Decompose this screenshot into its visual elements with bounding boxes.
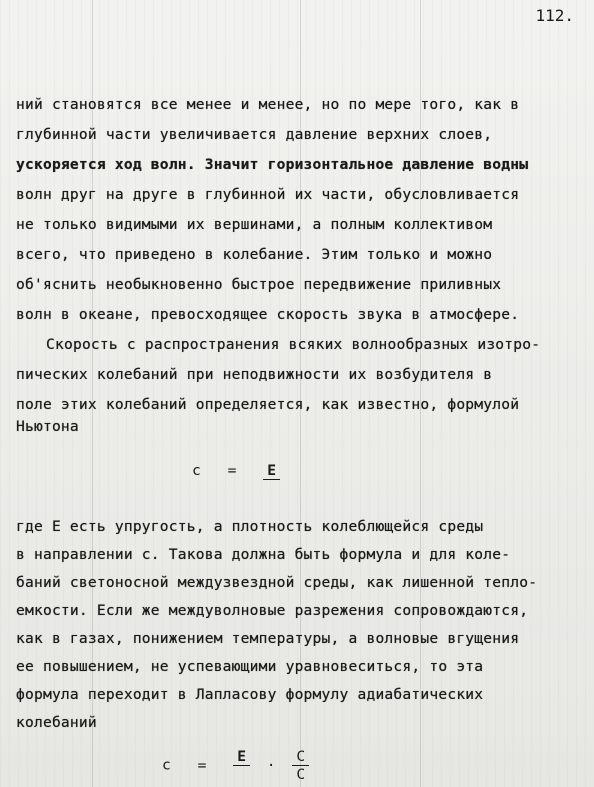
formula-equals: = [197,756,207,774]
formula-lhs: c [192,462,201,479]
newton-formula [192,462,280,480]
text-line: ний становятся все менее и менее, но по мере того, как в [16,96,520,113]
text-line: об'яснить необыкновенно быстрое передвижение приливных [16,276,502,293]
formula-numerator: E [263,462,280,480]
formula-fraction [233,748,250,783]
text-line: Скорость с распространения всяких волнообразных изотро- [46,336,541,353]
text-line: баний светоносной междузвездной среды, как лишенной тепло- [16,574,538,591]
text-line: волн в океане, превосходящее скорость звука в атмосфере. [16,306,520,323]
formula-lhs: c [162,756,171,774]
text-line: в направлении c. Такова должна быть формула и для коле- [16,546,511,563]
page-number: 112. [535,6,574,25]
formula-multiply: · [266,756,276,774]
formula-numerator: E [233,748,250,766]
text-line: колебаний [16,714,97,731]
formula-fraction-ratio [292,748,309,783]
formula-denominator: C [296,766,306,783]
text-line: Ньютона [16,418,79,435]
text-line: ускоряется ход волн. Значит горизонтальное давление водны [16,156,529,173]
text-line: где E есть упругость, а плотность колеблющейся среды [16,518,484,535]
text-line: как в газах, понижением температуры, а волновые вгущения [16,630,520,647]
formula-denominator [233,766,250,783]
text-line: всего, что приведено в колебание. Этим только и можно [16,246,493,263]
text-line: глубинной части увеличивается давление верхних слоев, [16,126,493,143]
text-line: емкости. Если же междуволновые разрежения сопровождаются, [16,602,529,619]
text-line: волн друг на друге в глубинной их части, обусловливается [16,186,520,203]
formula-equals: = [227,462,237,479]
formula-numerator: C [292,748,309,766]
text-line: поле этих колебаний определяется, как известно, формулой [16,396,520,413]
formula-fraction [263,462,280,480]
laplace-formula [162,748,309,783]
text-line: пических колебаний при неподвижности их возбудителя в [16,366,493,383]
text-line: ее повышением, не успевающими уравновеситься, то эта [16,658,484,675]
text-line: формула переходит в Лапласову формулу адиабатических [16,686,484,703]
text-line: не только видимыми их вершинами, а полным коллективом [16,216,493,233]
